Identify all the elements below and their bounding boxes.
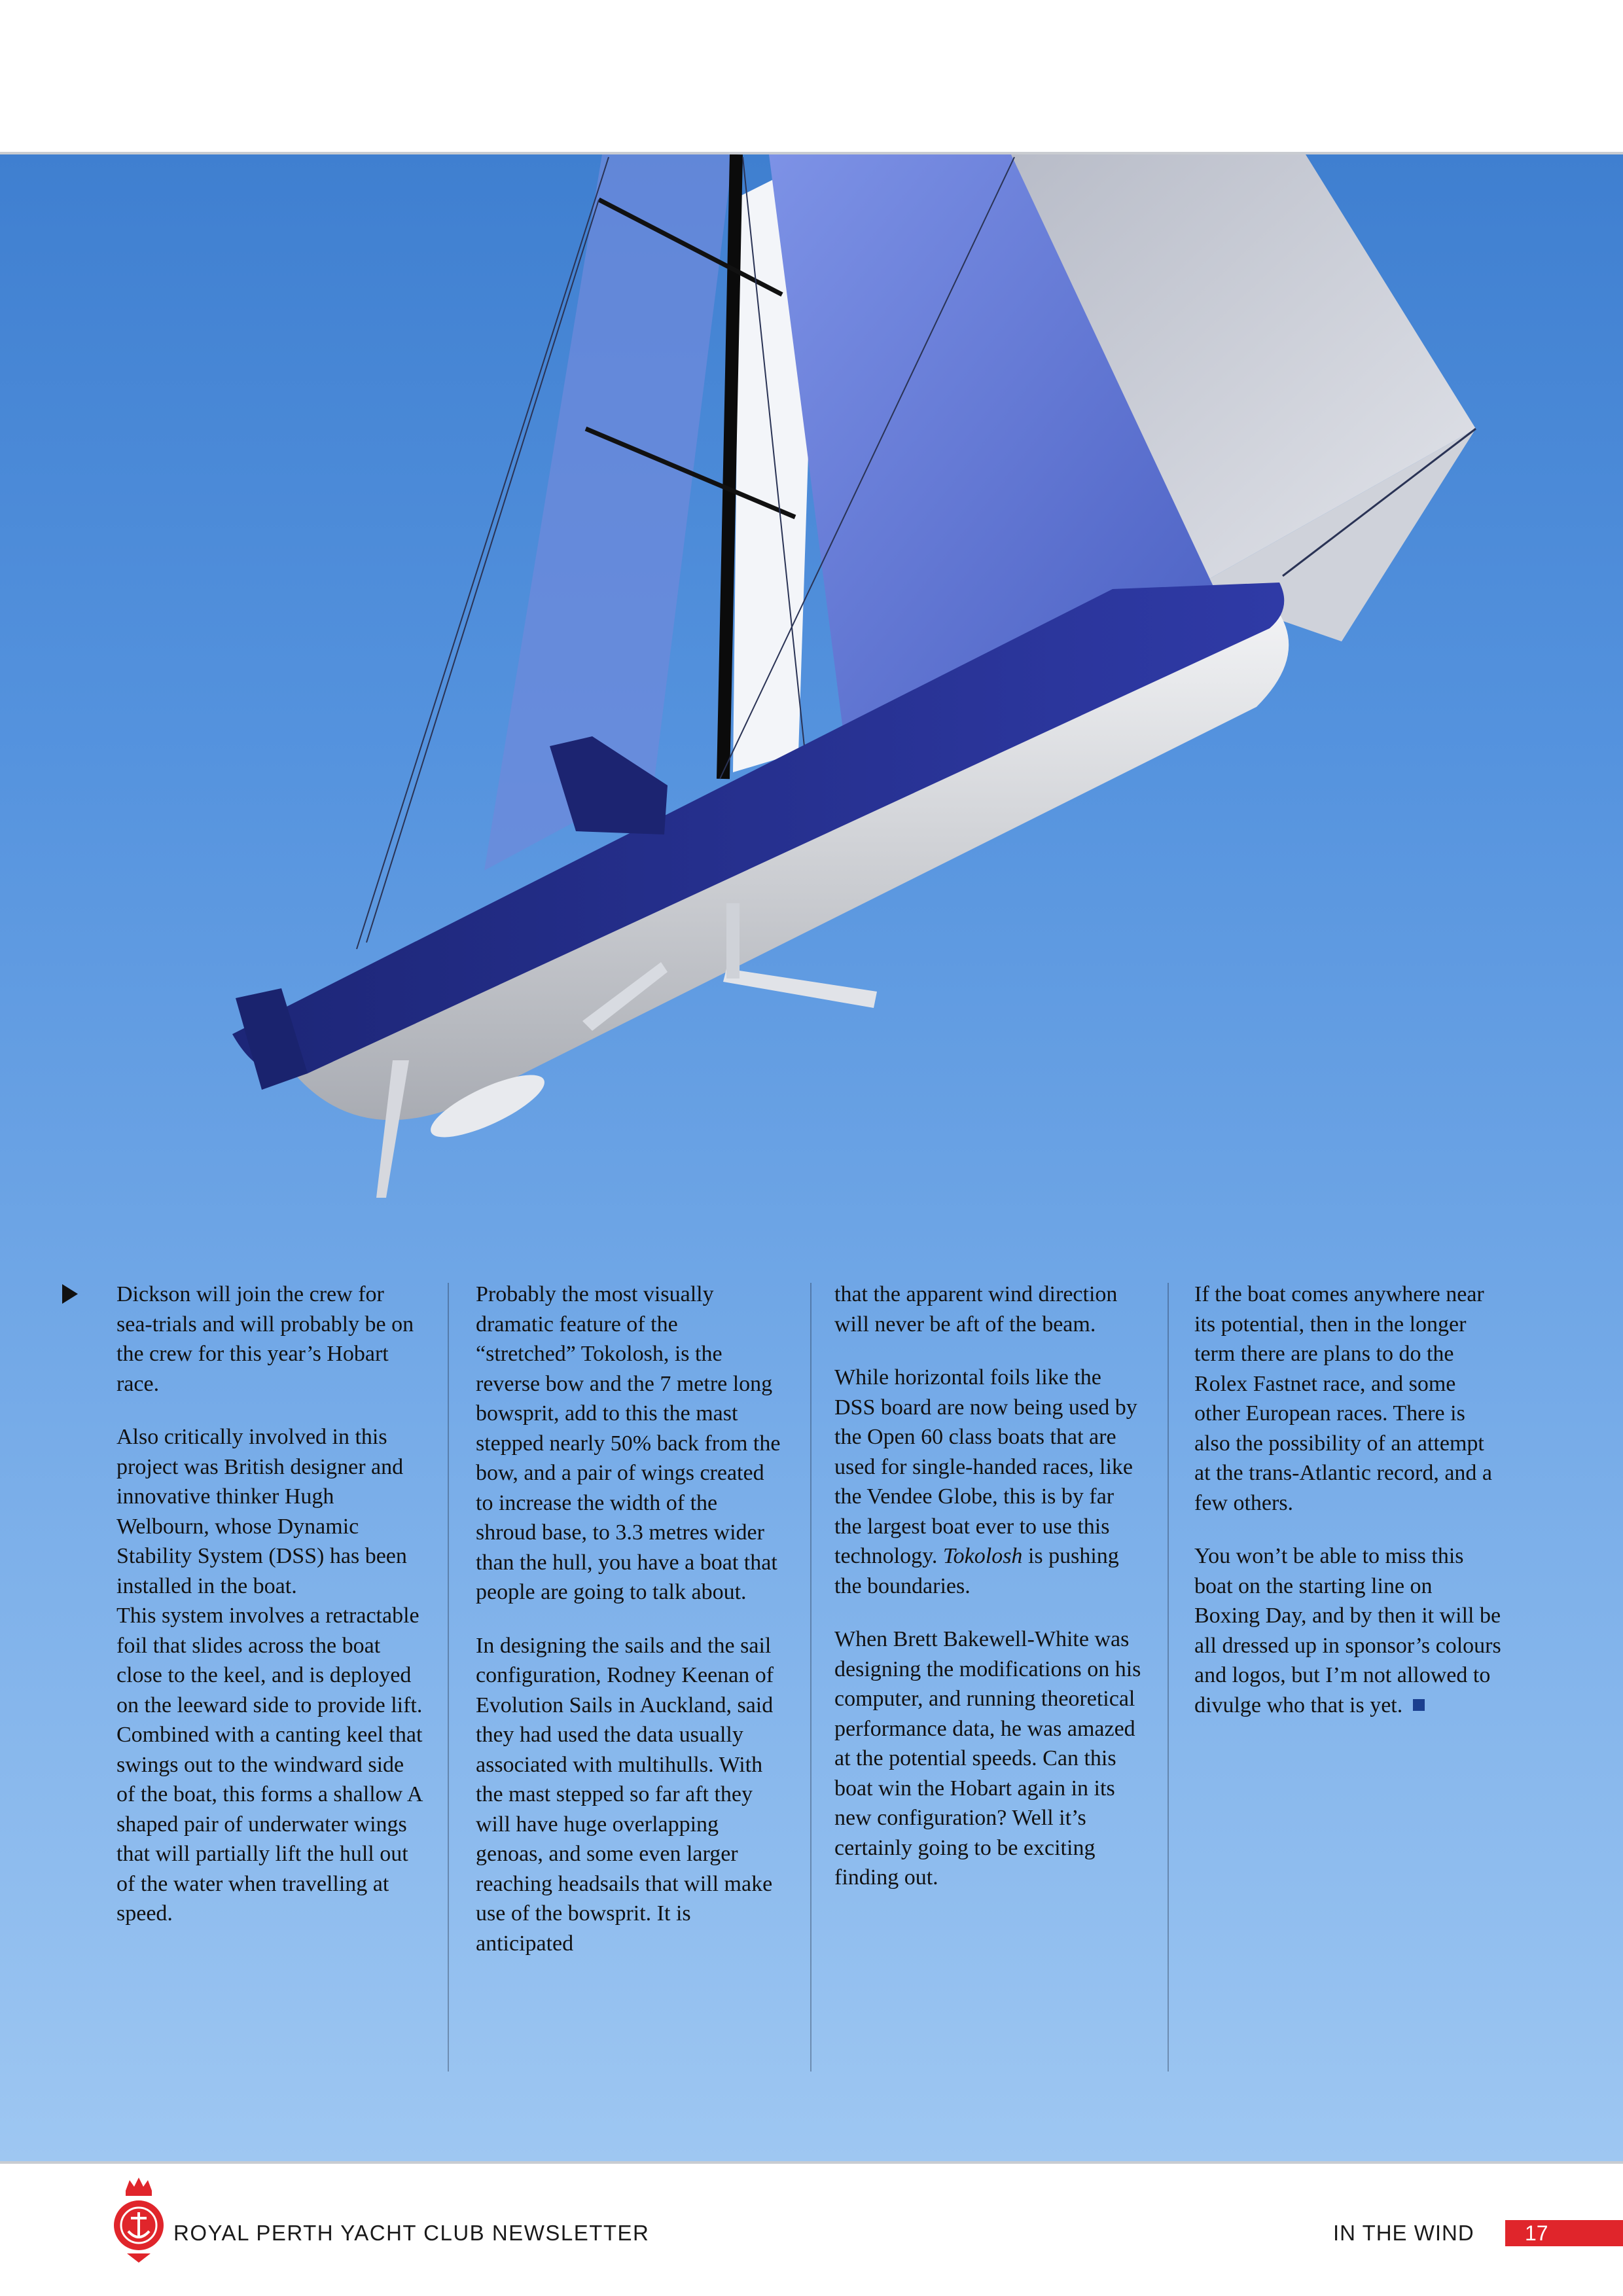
section-name: IN THE WIND — [1333, 2221, 1474, 2245]
paragraph-text: While horizontal foils like the DSS board are now being used by the Open 60 class boats that are used for single-handed races, like the Vendee Globe, this is by far the largest boat ever to use this technology. — [834, 1365, 1137, 1568]
paragraph: that the apparent wind direction will never be aft of the beam. — [834, 1282, 1118, 1336]
article-column-1 — [116, 1280, 424, 1952]
square-end-icon — [1413, 1699, 1425, 1711]
paragraph-text: You won’t be able to miss this boat on the starting line on Boxing Day, and by then it will be all dressed up in sponsor’s colours and logos, but I’m not allowed to divulge who that is yet. — [1194, 1544, 1501, 1717]
column-divider — [1168, 1283, 1169, 2072]
article-column-3 — [834, 1280, 1142, 1916]
column-divider — [448, 1283, 449, 2072]
bottom-divider — [0, 2161, 1623, 2164]
top-margin — [0, 0, 1623, 152]
boat-name: Tokolosh — [942, 1544, 1023, 1568]
paragraph: When Brett Bakewell-White was designing the modifications on his computer, and running theoretical performance data, he was amazed at the potential speeds. Can this boat win the Hobart again in its new configuration? Well it’s certainly going to be exciting finding out. — [834, 1627, 1141, 1890]
article-column-4 — [1194, 1280, 1502, 1744]
sky-background — [0, 154, 1623, 2161]
dss-foil-strut — [726, 903, 740, 978]
column-divider — [810, 1283, 812, 2072]
paragraph-text: is pushing the boundaries. — [834, 1544, 1119, 1598]
paragraph: In designing the sails and the sail configuration, Rodney Keenan of Evolution Sails in Auckland, said they had used the data usually associated with multihulls. With the mast stepped so far aft they will have huge overlapping genoas, and some even larger reaching headsails that will make use of the bowsprit. It is anticipated — [476, 1633, 774, 1956]
article-column-2 — [476, 1280, 783, 1982]
paragraph — [1194, 1541, 1502, 1720]
play-triangle-icon — [62, 1284, 78, 1304]
dss-foil — [723, 969, 877, 1008]
newsletter-title: ROYAL PERTH YACHT CLUB NEWSLETTER — [173, 2221, 650, 2245]
paragraph: Probably the most visually dramatic feature of the “stretched” Tokolosh, is the reverse bow and the 7 metre long bowsprit, add to this the mast stepped nearly 50% back from the bow, and a pair of wings created to increase the width of the shroud base, to 3.3 metres wider than the hull, you have a boat that people are going to talk about. — [476, 1282, 781, 1604]
paragraph: This system involves a retractable foil that slides across the boat close to the keel, and is deployed on the leeward side to provide lift. Combined with a canting keel that swings out to the windward side of the boat, this forms a shallow A shaped pair of underwater wings that will partially lift the hull out of the water when travelling at speed. — [116, 1604, 423, 1926]
crown-anchor-badge-icon — [113, 2176, 165, 2268]
paragraph: Dickson will join the crew for sea-trials and will probably be on the crew for this year’s Hobart race. — [116, 1282, 414, 1396]
paragraph: Also critically involved in this project was British designer and innovative thinker Hugh Welbourn, whose Dynamic Stability System (DSS) has been installed in the boat. — [116, 1425, 407, 1598]
paragraph — [834, 1363, 1142, 1601]
paragraph: If the boat comes anywhere near its potential, then in the longer term there are plans to do the Rolex Fastnet race, and some other European races. There is also the possibility of an attempt at the trans-Atlantic record, and a few others. — [1194, 1282, 1493, 1515]
page-number: 17 — [1505, 2220, 1623, 2246]
